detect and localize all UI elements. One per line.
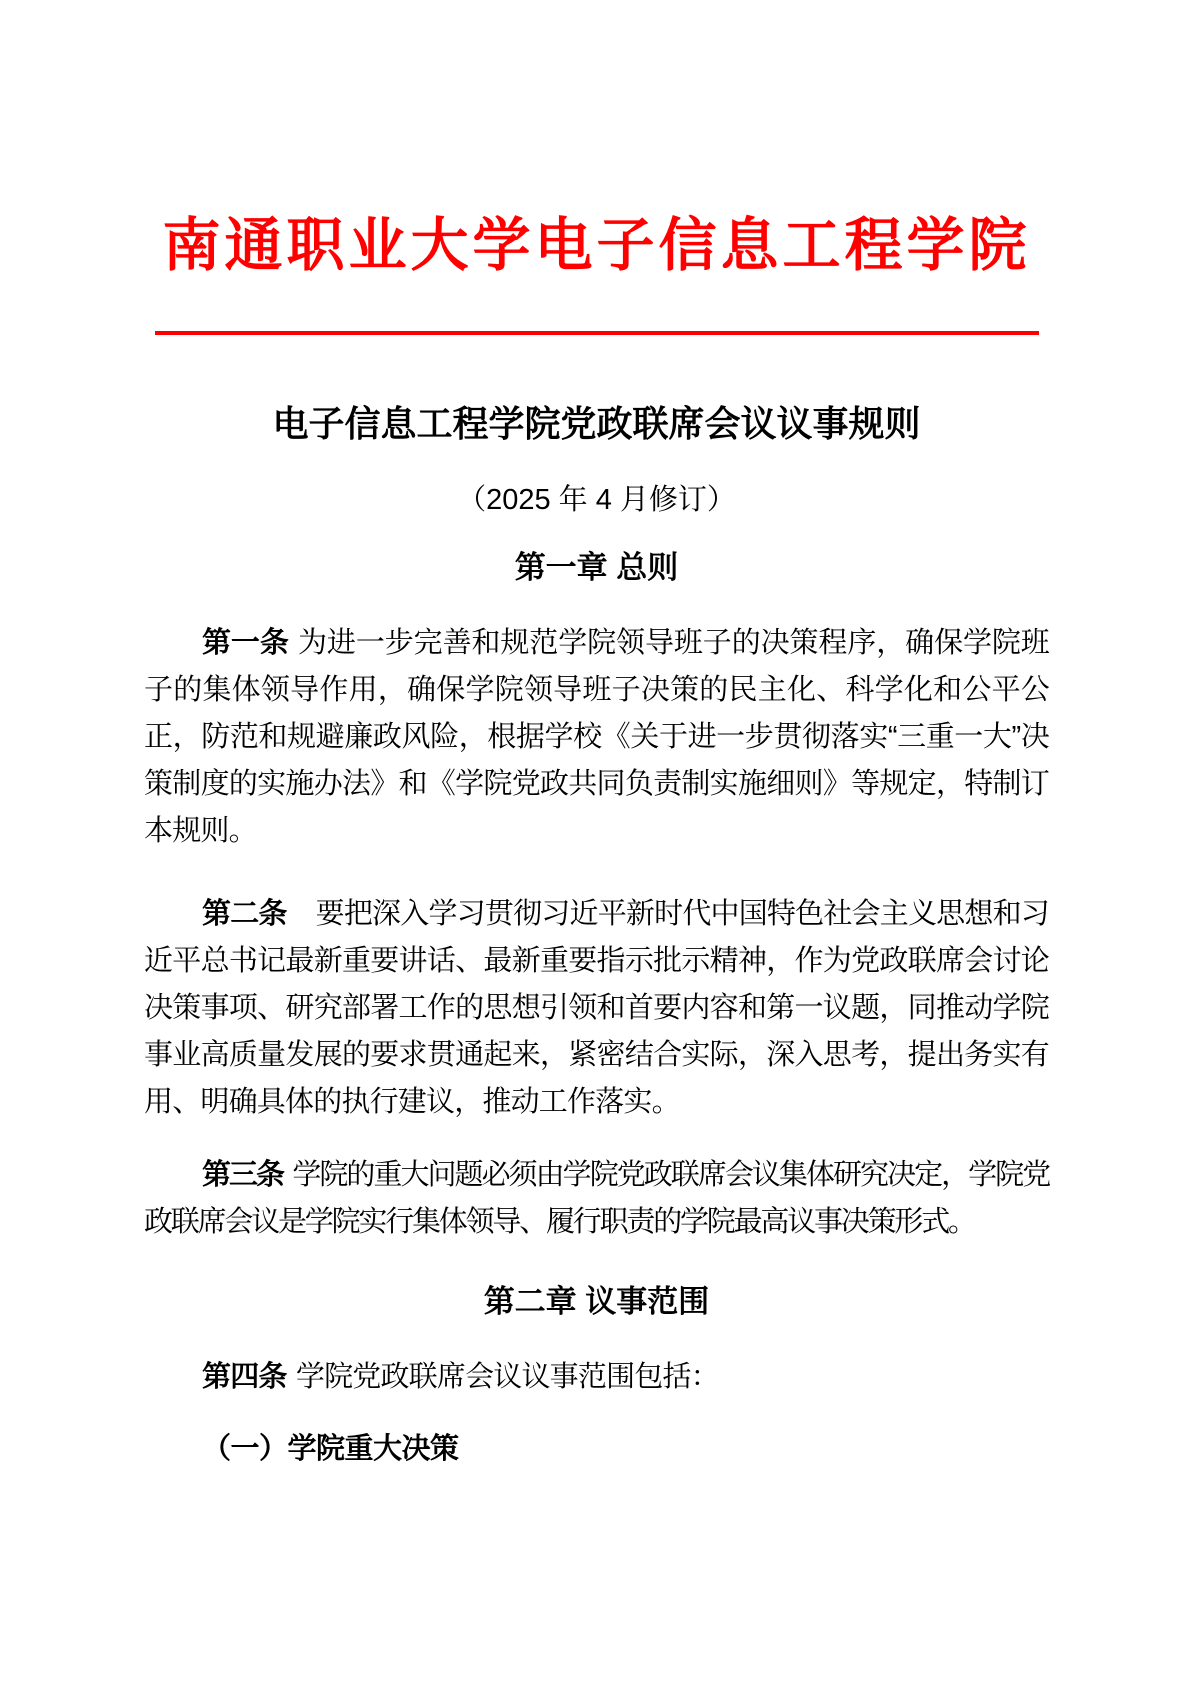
chapter-heading-general: 第一章 总则 [514, 550, 679, 585]
revision-note: （2025 年 4 月修订） [457, 484, 736, 516]
clause-major-decisions: （一）学院重大决策 [202, 1433, 459, 1465]
article-4-label: 第四条 [202, 1361, 287, 1393]
article-3 [144, 1152, 1049, 1246]
article-3-label: 第三条 [202, 1159, 284, 1191]
article-3-text: 学院的重大问题必须由学院党政联席会议集体研究决定，学院党政联席会议是学院实行集体领导、履行职责的学院最高议事决策形式。 [144, 1159, 1049, 1238]
article-4 [144, 1354, 1049, 1401]
article-4-text: 学院党政联席会议议事范围包括： [295, 1361, 719, 1393]
article-1 [144, 620, 1049, 855]
article-1-label: 第一条 [202, 627, 289, 659]
letterhead-divider-rule [155, 331, 1039, 335]
article-1-text: 为进一步完善和规范学院领导班子的决策程序，确保学院班子的集体领导作用，确保学院领导班子决策的民主化、科学化和公平公正，防范和规避廉政风险，根据学校《关于进一步贯彻落实“三重一大”决策制度的实施办法》和《学院党政共同负责制实施细则》等规定，特制订本规则。 [144, 627, 1050, 847]
chapter-heading-scope: 第二章 议事范围 [483, 1284, 710, 1319]
article-2-label: 第二条 [202, 898, 287, 930]
article-2 [144, 891, 1049, 1126]
institution-title: 南通职业大学电子信息工程学院 [162, 213, 1031, 278]
document-title: 电子信息工程学院党政联席会议议事规则 [272, 403, 921, 444]
letterhead [144, 214, 1049, 335]
article-2-text: 要把深入学习贯彻习近平新时代中国特色社会主义思想和习近平总书记最新重要讲话、最新重要指示批示精神，作为党政联席会讨论决策事项、研究部署工作的思想引领和首要内容和第一议题，同推动学院事业高质量发展的要求贯通起来，紧密结合实际，深入思考，提出务实有用、明确具体的执行建议，推动工作落实。 [144, 898, 1049, 1118]
